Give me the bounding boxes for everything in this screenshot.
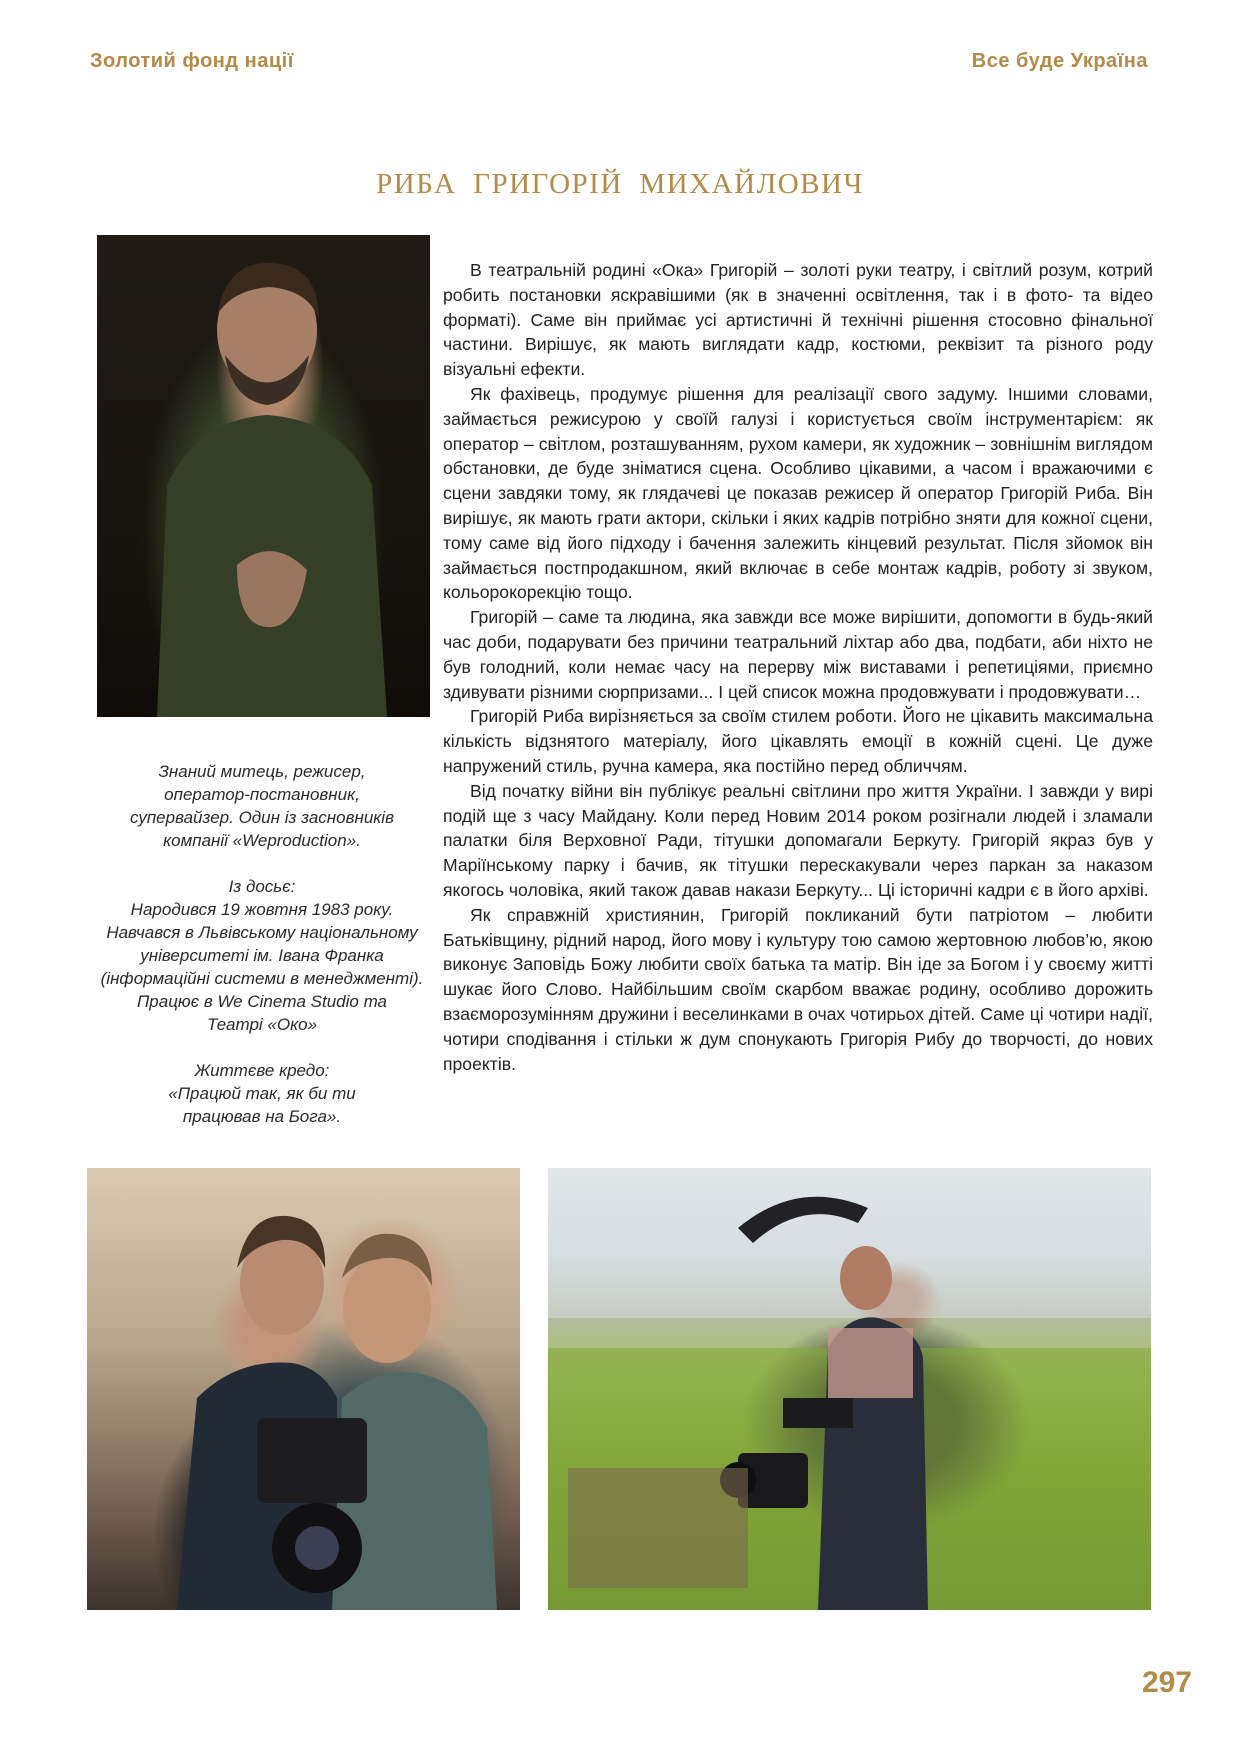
running-head-left: Золотий фонд нації	[90, 50, 294, 72]
dossier-line: Навчався в Львівському національному	[106, 923, 418, 942]
caption-line: Знаний митець, режисер,	[158, 762, 366, 781]
portrait-photo	[97, 235, 430, 717]
photo-left-illustration	[87, 1168, 520, 1610]
article-paragraph: Від початку війни він публікує реальні світлини про життя України. І завжди у вирі подій ще з часу Майдану. Коли перед Новим 2014 роком розігнали людей і зламали палатки біля Верховної Ради, тітушки допомагали Беркуту. Григорій якраз був у Маріїнському парку і бачив, як тітушки перескакували через паркан за наказом якогось чоловіка, який також давав накази Беркуту... Ці історичні кадри є в його архіві.	[443, 780, 1153, 900]
photo-right-illustration	[548, 1168, 1151, 1610]
photo-camera-monitor	[87, 1168, 520, 1610]
article-paragraph: Григорій – саме та людина, яка завжди все може вирішити, допомогти в будь-який час доби, подарувати без причини театральний ліхтар або два, подбати, аби ніхто не був голодний, коли немає часу на перерву між виставами і репетиціями, приємно здивувати різними сюрпризами... І цей список можна продовжувати і продовжувати…	[443, 607, 1153, 702]
credo-heading: Життєве кредо:	[194, 1061, 330, 1080]
portrait-caption	[80, 760, 444, 1128]
article-paragraph: В театральній родині «Ока» Григорій – золоті руки театру, і світлий розум, котрий робить постановки яскравішими (як в значенні освітлення, так і в фото- та відео форматі). Саме він приймає усі артистичні й технічні рішення стосовно фінальної частини. Вирішує, як мають виглядати кадр, костюми, реквізит та різного роду візуальні ефекти.	[443, 260, 1153, 380]
article-paragraph: Як фахівець, продумує рішення для реалізації свого задуму. Іншими словами, займається режисурою у своїй галузі і користується своїм інструментарієм: як оператор – світлом, розташуванням, рухом камери, як художник – зовнішнім виглядом обстановки, де буде зніматися сцена. Особливо цікавими, а часом і вражаючими є сцени завдяки тому, як глядачеві це показав режисер й оператор Григорій Риба. Він вирішує, як мають грати актори, скільки і яких кадрів потрібно зняти для кожної сцени, тому саме від його підходу і бачення залежить кінцевий результат. Після зйомок він займається постпродакшном, який включає в себе монтаж кадрів, роботу зі звуком, кольорокорекцію тощо.	[443, 383, 1153, 603]
article-paragraph: Як справжній християнин, Григорій покликаний бути патріотом – любити Батьківщину, рідний народ, його мову і культуру тою самою жертовною любов’ю, якою виконує Заповідь Божу любити своїх батька та матір. Він іде за Богом і у своєму житті шукає його Слово. Найбільшим своїм скарбом вважає родину, особливо дорожить взаєморозумінням дружини і веселинками в очах чотирьох дітей. Саме ці чотири надії, чотири сподівання і стільки ж дум спонукають Григорія Рибу до творчості, до нових проектів.	[443, 904, 1153, 1074]
portrait-illustration	[97, 235, 430, 717]
dossier-heading: Із досьє:	[228, 877, 296, 896]
dossier-line: Театрі «Око»	[206, 1015, 318, 1034]
article-body	[443, 258, 1153, 1076]
dossier-line: університеті ім. Івана Франка	[140, 946, 384, 965]
caption-line: компанії «Weproduction».	[163, 831, 361, 850]
photo-steadicam-operator	[548, 1168, 1151, 1610]
credo-line: «Працюй так, як би ти	[168, 1084, 356, 1103]
credo-line: працював на Бога».	[182, 1107, 342, 1126]
caption-line: супервайзер. Один із засновників	[130, 808, 394, 827]
dossier-line: (інформаційні системи в менеджменті).	[100, 969, 424, 988]
article-title: РИБА ГРИГОРІЙ МИХАЙЛОВИЧ	[376, 168, 864, 200]
dossier-line: Народився 19 жовтня 1983 року.	[130, 900, 394, 919]
dossier-line: Працює в We Cinema Studio та	[136, 992, 388, 1011]
caption-line: оператор-постановник,	[164, 785, 360, 804]
running-head-right: Все буде Україна	[971, 50, 1148, 72]
page-number: 297	[1141, 1666, 1192, 1699]
article-paragraph: Григорій Риба вирізняється за своїм стилем роботи. Його не цікавить максимальна кількість відзнятого матеріалу, його цікавлять емоції в кожній сцені. Це дуже напружений стиль, ручна камера, яка постійно перед обличчям.	[443, 706, 1153, 776]
